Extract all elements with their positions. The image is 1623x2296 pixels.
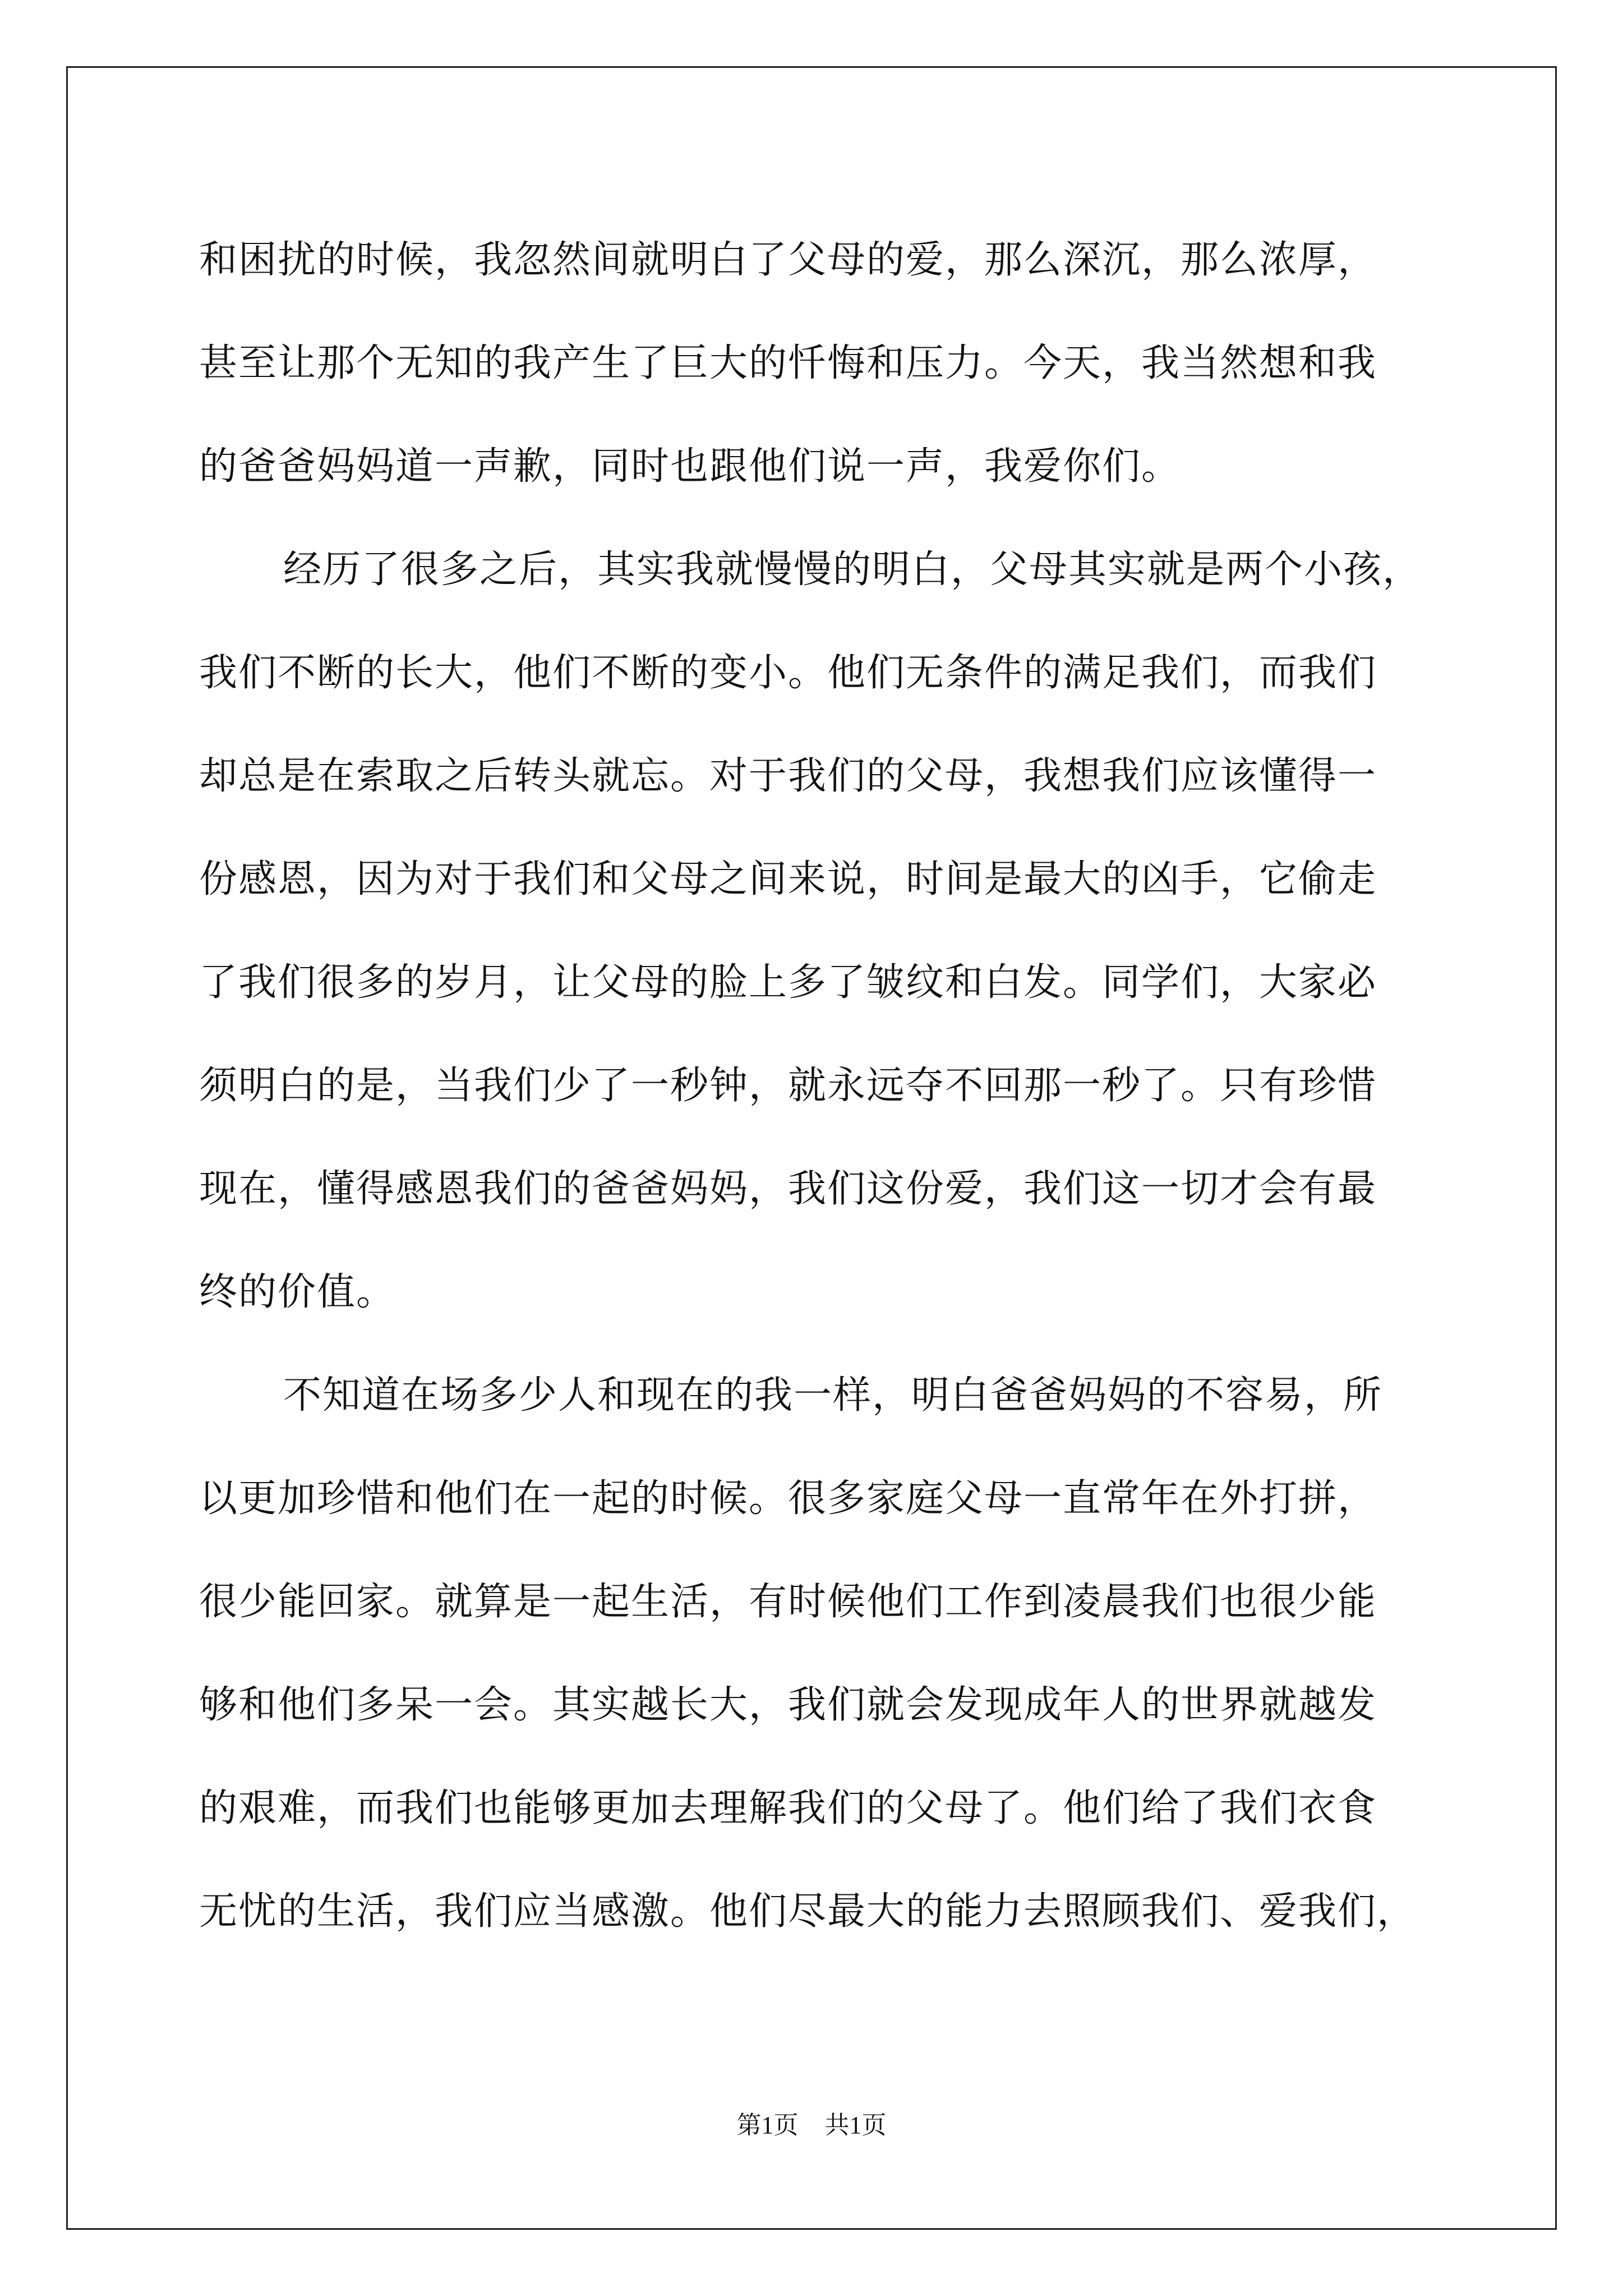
text-line: 了我们很多的岁月，让父母的脸上多了皱纹和白发。同学们，大家必 — [199, 960, 1377, 1005]
text-line: 甚至让那个无知的我产生了巨大的忏悔和压力。今天，我当然想和我 — [199, 341, 1377, 385]
text-line: 的艰难，而我们也能够更加去理解我们的父母了。他们给了我们衣食 — [199, 1786, 1377, 1830]
text-line: 现在，懂得感恩我们的爸爸妈妈，我们这份爱，我们这一切才会有最 — [199, 1167, 1377, 1211]
text-line: 以更加珍惜和他们在一起的时候。很多家庭父母一直常年在外打拼， — [199, 1476, 1377, 1521]
text-line: 须明白的是，当我们少了一秒钟，就永远夺不回那一秒了。只有珍惜 — [199, 1064, 1377, 1108]
text-line: 的爸爸妈妈道一声歉，同时也跟他们说一声，我爱你们。 — [199, 444, 1181, 489]
text-line: 份感恩，因为对于我们和父母之间来说，时间是最大的凶手，它偷走 — [199, 857, 1377, 901]
paragraph-start-line: 不知道在场多少人和现在的我一样，明白爸爸妈妈的不容易，所 — [283, 1373, 1383, 1418]
page-number-current: 第1页 — [736, 2111, 799, 2139]
text-line: 很少能回家。就算是一起生活，有时候他们工作到凌晨我们也很少能 — [199, 1580, 1377, 1624]
text-line: 够和他们多呆一会。其实越长大，我们就会发现成年人的世界就越发 — [199, 1683, 1377, 1727]
text-line: 我们不断的长大，他们不断的变小。他们无条件的满足我们，而我们 — [199, 651, 1377, 695]
text-line: 却总是在索取之后转头就忘。对于我们的父母，我想我们应该懂得一 — [199, 754, 1377, 798]
text-line: 无忧的生活，我们应当感激。他们尽最大的能力去照顾我们、爱我们， — [199, 1889, 1417, 1934]
document-body — [199, 209, 1433, 1963]
text-line: 终的价值。 — [199, 1270, 396, 1314]
paragraph-start-line: 经历了很多之后，其实我就慢慢的明白，父母其实就是两个小孩， — [283, 547, 1422, 592]
text-line: 和困扰的时候，我忽然间就明白了父母的爱，那么深沉，那么浓厚， — [199, 238, 1377, 282]
page-footer — [0, 2105, 1623, 2141]
page-number-total: 共1页 — [824, 2111, 887, 2139]
